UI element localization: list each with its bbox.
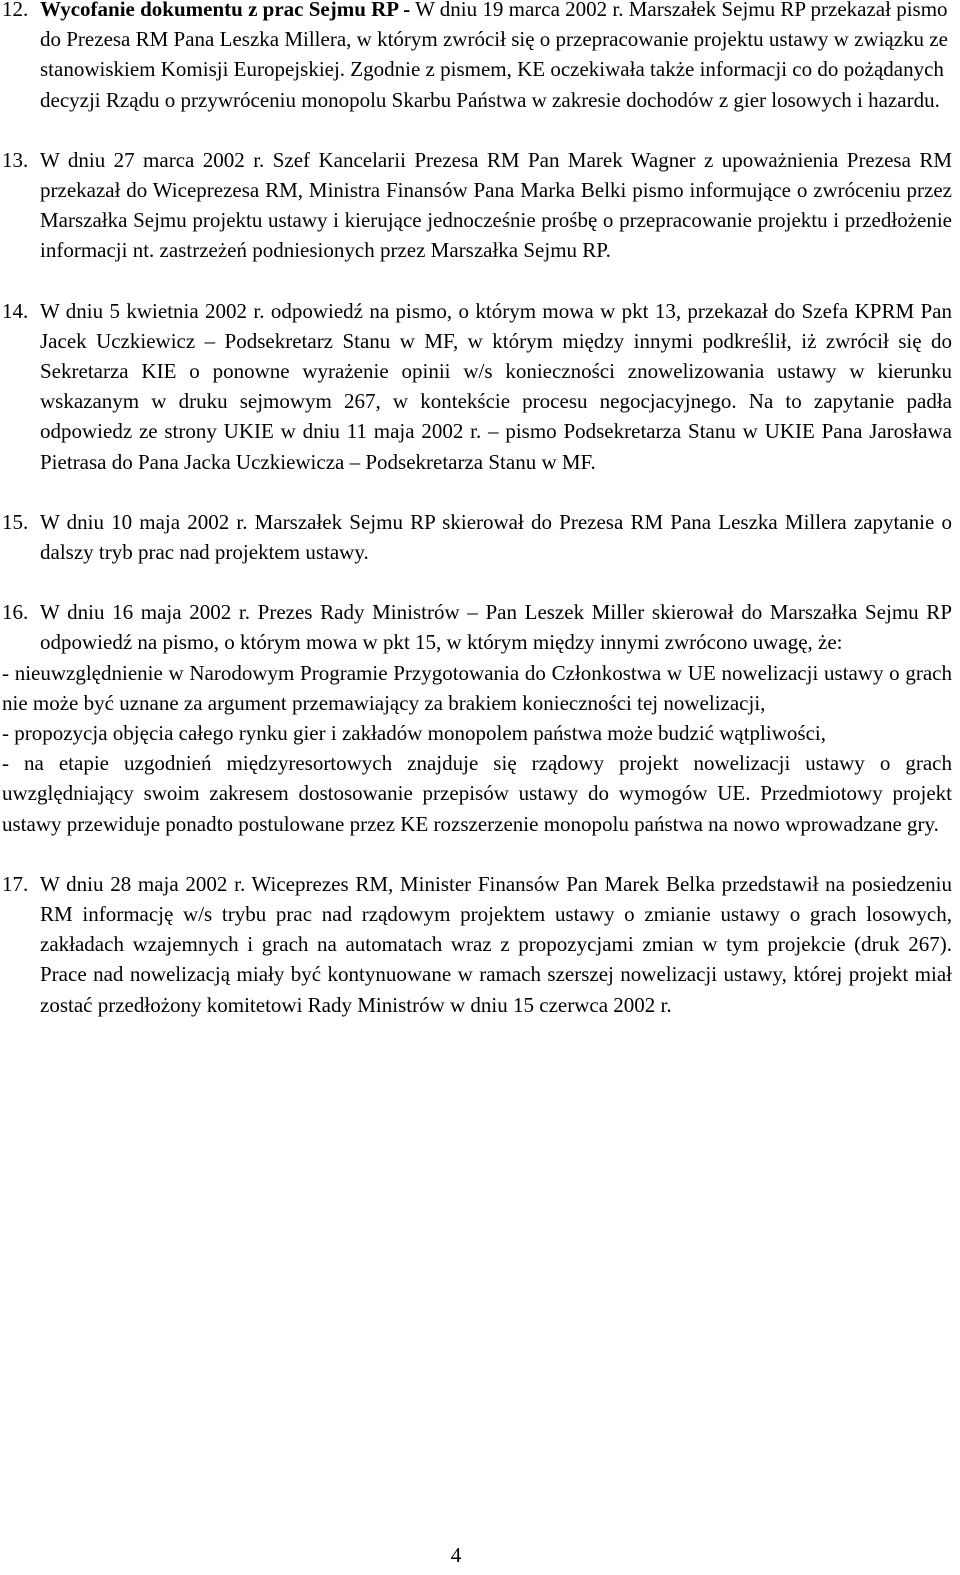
item-text [40,0,952,115]
list-item-17 [2,869,952,1020]
item-number: 13. [2,147,29,172]
document-body [2,0,952,1050]
item-number: 14. [2,298,29,323]
item-text: W dniu 27 marca 2002 r. Szef Kancelarii Prezesa RM Pan Marek Wagner z upoważnienia Prezesa RM przekazał do Wiceprezesa RM, Ministra Finansów Pana Marka Belki pismo informujące o zwróceniu przez Marszałka Sejmu projektu ustawy i kierujące jednocześnie prośbę o przepracowanie projektu i przedłożenie informacji nt. zastrzeżeń podniesionych przez Marszałka Sejmu RP. [40,147,952,263]
dash-list-item: - nieuwzględnienie w Narodowym Programie Przygotowania do Członkostwa w UE nowelizacji ustawy o grach nie może być uznane za argument przemawiający za brakiem konieczności tej nowelizacji, [2,660,952,715]
list-item-12 [2,0,952,115]
item-number: 16. [2,600,29,625]
dash-list-item: - propozycja objęcia całego rynku gier i zakładów monopolem państwa może budzić wątpliwości, [2,721,826,746]
dash-list-item: - na etapie uzgodnień międzyresortowych znajduje się rządowy projekt nowelizacji ustawy o grach uwzględniający swoim zakresem dostosowanie przepisów ustawy do wymogów UE. Przedmiotowy projekt ustawy przewiduje ponadto postulowane przez KE rozszerzenie monopolu państwa na nowo wprowadzane gry. [2,751,952,836]
item-text: W dniu 10 maja 2002 r. Marszałek Sejmu RP skierował do Prezesa RM Pana Leszka Millera zapytanie o dalszy tryb prac nad projektem ustawy. [40,509,952,565]
list-item-15 [2,507,952,567]
item-text: W dniu 28 maja 2002 r. Wiceprezes RM, Minister Finansów Pan Marek Belka przedstawił na posiedzeniu RM informację w/s trybu prac nad rządowym projektem ustawy o zmianie ustawy o grach losowych, zakładach wzajemnych i grach na automatach wraz z propozycjami zmian w tym projekcie (druk 267). Prace nad nowelizacją miały być kontynuowane w ramach szerszej nowelizacji ustawy, której projekt miał zostać przedłożony komitetowi Rady Ministrów w dniu 15 czerwca 2002 r. [40,871,952,1017]
list-item-14 [2,296,952,477]
page-number: 4 [450,1543,462,1567]
item-text: W dniu 5 kwietnia 2002 r. odpowiedź na pismo, o którym mowa w pkt 13, przekazał do Szefa KPRM Pan Jacek Uczkiewicz – Podsekretarz Stanu w MF, w którym między innymi podkreślił, iż zwrócił się do Sekretarza KIE o ponowne wyrażenie opinii w/s konieczności znowelizowania ustawy w kierunku wskazanym w druku sejmowym 267, w kontekście procesu negocjacyjnego. Na to zapytanie padła odpowiedz ze strony UKIE w dniu 11 maja 2002 r. – pismo Podsekretarza Stanu w UKIE Pana Jarosława Pietrasa do Pana Jacka Uczkiewicza – Podsekretarza Stanu w MF. [40,298,952,474]
item-body: W dniu 19 marca 2002 r. Marszałek Sejmu RP przekazał pismo do Prezesa RM Pana Leszka Millera, w którym zwrócił się o przepracowanie projektu ustawy w związku ze stanowiskiem Komisji Europejskiej. Zgodnie z pismem, KE oczekiwała także informacji co do pożądanych decyzji Rządu o przywróceniu monopolu Skarbu Państwa w zakresie dochodów z gier losowych i hazardu. [40,0,948,112]
list-item-13 [2,145,952,266]
list-item-16 [2,597,952,657]
item-heading: Wycofanie dokumentu z prac Sejmu RP - [40,0,411,21]
item-text: W dniu 16 maja 2002 r. Prezes Rady Ministrów – Pan Leszek Miller skierował do Marszałka Sejmu RP odpowiedź na pismo, o którym mowa w pkt 15, w którym między innymi zwrócono uwagę, że: [40,600,952,655]
item-number: 17. [2,871,29,896]
dash-list [2,658,952,839]
item-number: 15. [2,509,29,534]
item-number: 12. [2,0,29,21]
